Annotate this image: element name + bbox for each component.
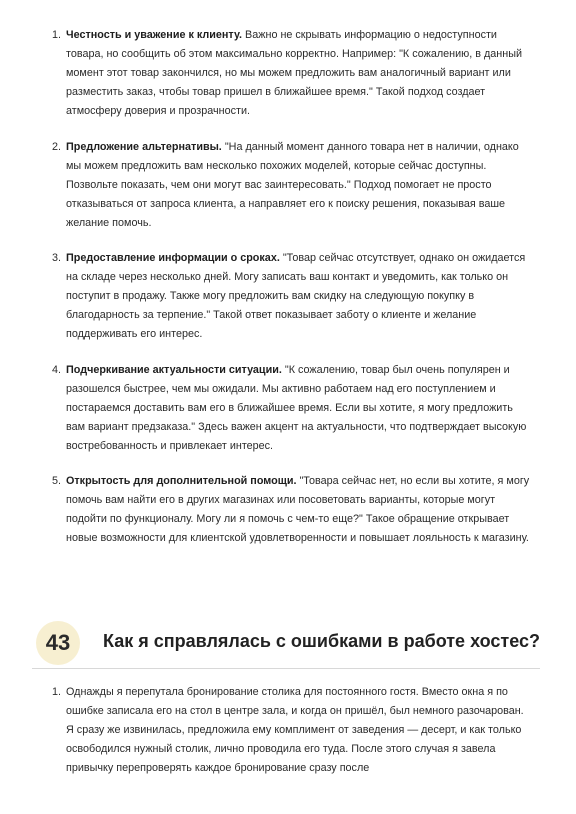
item-body: "К сожалению, товар был очень популярен и разошелся быстрее, чем мы ожидали. Мы активно работаем над его поступлением и постараемся доставить вам его в ближайшее время. Если вы хотите, я могу предложить вам вариант предзаказа." Здесь важен акцент на актуальности, что подтверждает высокую востребованность и привлекает интерес. — [66, 363, 527, 452]
item-body: "Товар сейчас отсутствует, однако он ожидается на складе через несколько дней. Могу записать ваш контакт и уведомить, как только он поступит в продажу. Также могу предложить вам скидку на следующую покупку в благодарность за терпение." Такой ответ показывает заботу о клиенте и желание поддерживать его интерес. — [66, 252, 526, 341]
item-body: Важно не скрывать информацию о недоступности товара, но сообщить об этом максимально корректно. Например: "К сожалению, в данный момент этот товар закончился, но мы можем предложить вам аналогичный вариант или разместить заказ, чтобы товар пришел в ближайшее время." Такой подход создает атмосферу доверия и прозрачности. — [66, 29, 522, 117]
item-number: 4. — [52, 363, 62, 376]
item-paragraph — [66, 249, 532, 344]
section-number: 43 — [45, 630, 71, 655]
list-item — [52, 472, 532, 548]
item-title: Предложение альтернативы. — [66, 140, 222, 153]
list-item — [52, 249, 532, 344]
section-header — [32, 618, 540, 669]
item-paragraph — [66, 138, 532, 233]
item-paragraph — [66, 361, 532, 456]
item-number: 3. — [52, 252, 62, 265]
list-item — [52, 26, 532, 121]
item-body: "Товара сейчас нет, но если вы хотите, я могу помочь вам найти его в других магазинах или посоветовать варианты, которые могут подойти по функционалу. Могу ли я помочь с чем-то еще?" Такое обращение открывает новые возможности для клиентской удовлетворенности и повышает лояльность к магазину. — [66, 475, 530, 545]
section-number-badge — [36, 621, 80, 665]
section-numbered-list — [52, 683, 532, 795]
item-number: 5. — [52, 475, 62, 488]
list-item — [52, 138, 532, 233]
item-body: "На данный момент данного товара нет в наличии, однако мы можем предложить вам несколько похожих моделей, которые сейчас доступны. Позвольте показать, чем они могут вас заинтересовать." Подход помогает не просто отказываться от запроса клиента, а направляет его к поиску решения, показывая ваше желание помочь. — [66, 140, 519, 229]
section-title: Как я справлялась с ошибками в работе хостес? — [103, 631, 540, 651]
item-body: Однажды я перепутала бронирование столика для постоянного гостя. Вместо окна я по ошибке записала его на стол в центре зала, и когда он пришёл, был немного разочарован. Я сразу же извинилась, предложила ему комплимент от заведения — десерт, и как только освободился нужный столик, лично проводила его туда. После этого случая я завела привычку перепроверять каждое бронирование сразу после — [66, 686, 524, 774]
item-number: 2. — [52, 140, 62, 153]
item-number: 1. — [52, 29, 62, 41]
item-title: Открытость для дополнительной помощи. — [66, 475, 297, 488]
list-item — [52, 683, 532, 778]
item-number: 1. — [52, 686, 62, 698]
list-item — [52, 361, 532, 456]
item-title: Подчеркивание актуальности ситуации. — [66, 363, 282, 376]
item-paragraph — [66, 26, 532, 121]
item-paragraph — [66, 472, 532, 548]
item-title: Честность и уважение к клиенту. — [66, 29, 243, 41]
item-title: Предоставление информации о сроках. — [66, 252, 280, 265]
numbered-list — [52, 26, 532, 565]
